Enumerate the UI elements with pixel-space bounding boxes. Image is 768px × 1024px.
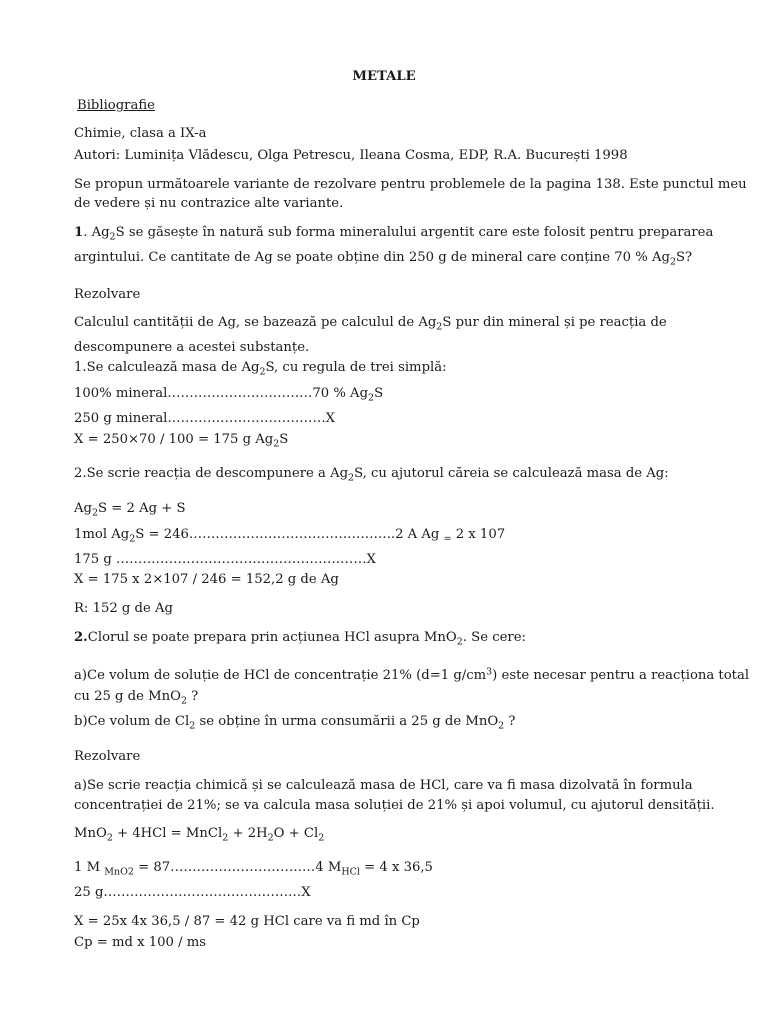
reaction-equation-2: MnO$_2$ + 4HCl = MnCl$_2$ + $2H_2O + Cl_2$ [74,826,325,844]
solution-heading-1: Rezolvare [74,287,141,302]
document-title: METALE [352,69,416,84]
result-ag: X = 175 x 2×107 / 246 = 152,2 g de Ag [74,572,339,587]
molar-mass-line: 1 M $_{MnO2}$ = 87……………………………4 $M_{HCl} = 4$ x 36,5 [74,860,433,878]
proportion-line-4: 25 g………………………………………X [74,885,311,900]
result-hcl: X = 25x 4x 36,5 / 87 = 42 g HCl care va fi md în Cp [74,914,420,929]
answer-1: R: 152 g de Ag [74,601,173,616]
solution-a-line-1: a)Se scrie reacția chimică și se calculează masa de HCl, care va fi masa dizolvată în formula [74,778,693,793]
step-2: 2.Se scrie reacția de descompunere a $Ag_2S$, cu ajutorul căreia se calculează masa de Ag: [74,466,669,484]
proportion-line-1: 100% mineral……………………………70 % $Ag_2S$ [74,386,384,404]
intro-line-2: de vedere și nu contrazice alte variante. [74,196,344,211]
proportion-line-3: 175 g …………………………………………………X [74,552,376,567]
book-title: Chimie, clasa a IX-a [74,126,207,141]
mole-line: 1mol $Ag_2S$ = 246………………………………………..2 A Ag $_=$ 2 x 107 [74,527,506,545]
calc-line-1: Calculul cantității de Ag, se bazează pe calculul de $Ag_2S$ pur din mineral și pe reacția de [74,315,667,333]
question-a-line-1: a)Ce volum de soluție de HCl de concentrație 21% (d=1 $g/cm^3$) este necesar pentru a reacționa total [74,666,750,683]
proportion-line-2: 250 g mineral………………………………X [74,411,336,426]
reaction-equation-1: $Ag_2S = 2$ Ag + S [74,501,186,519]
calc-line-2: descompunere a acestei substanțe. [74,340,310,355]
solution-heading-2: Rezolvare [74,749,141,764]
step-1: 1.Se calculează masa de $Ag_2S$, cu regula de trei simplă: [74,360,447,378]
problem-2-number: 2. [74,630,88,645]
question-b: b)Ce volum de $Cl_2$ se obține în urma consumării a 25 g de MnO$_2$ ? [74,714,516,732]
problem-1-number: 1 [74,225,84,240]
result-ag2s: X = 250×70 / 100 = 175 g $Ag_2S$ [74,432,289,450]
authors-line: Autori: Luminița Vlădescu, Olga Petrescu, Ileana Cosma, EDP, R.A. București 1998 [74,148,628,163]
problem-2-line-1: 2.Clorul se poate prepara prin acțiunea HCl asupra MnO$_2$. Se cere: [74,630,526,648]
bibliography-heading: Bibliografie [77,98,155,113]
solution-a-line-2: concentrației de 21%; se va calcula masa soluției de 21% și apoi volumul, cu ajutorul densității. [74,798,715,813]
cp-formula: Cp = md x 100 / ms [74,935,207,950]
question-a-line-2: cu 25 g de MnO$_2$ ? [74,689,199,707]
problem-1-line-2: argintului. Ce cantitate de Ag se poate obține din 250 g de mineral care conține 70 % $Ag_2S$? [74,250,693,268]
intro-line-1: Se propun următoarele variante de rezolvare pentru problemele de la pagina 138. Este punctul meu [74,177,747,192]
problem-1-line-1: 1. $Ag_2S$ se găsește în natură sub forma mineralului argentit care este folosit pentru prepararea [74,225,714,243]
